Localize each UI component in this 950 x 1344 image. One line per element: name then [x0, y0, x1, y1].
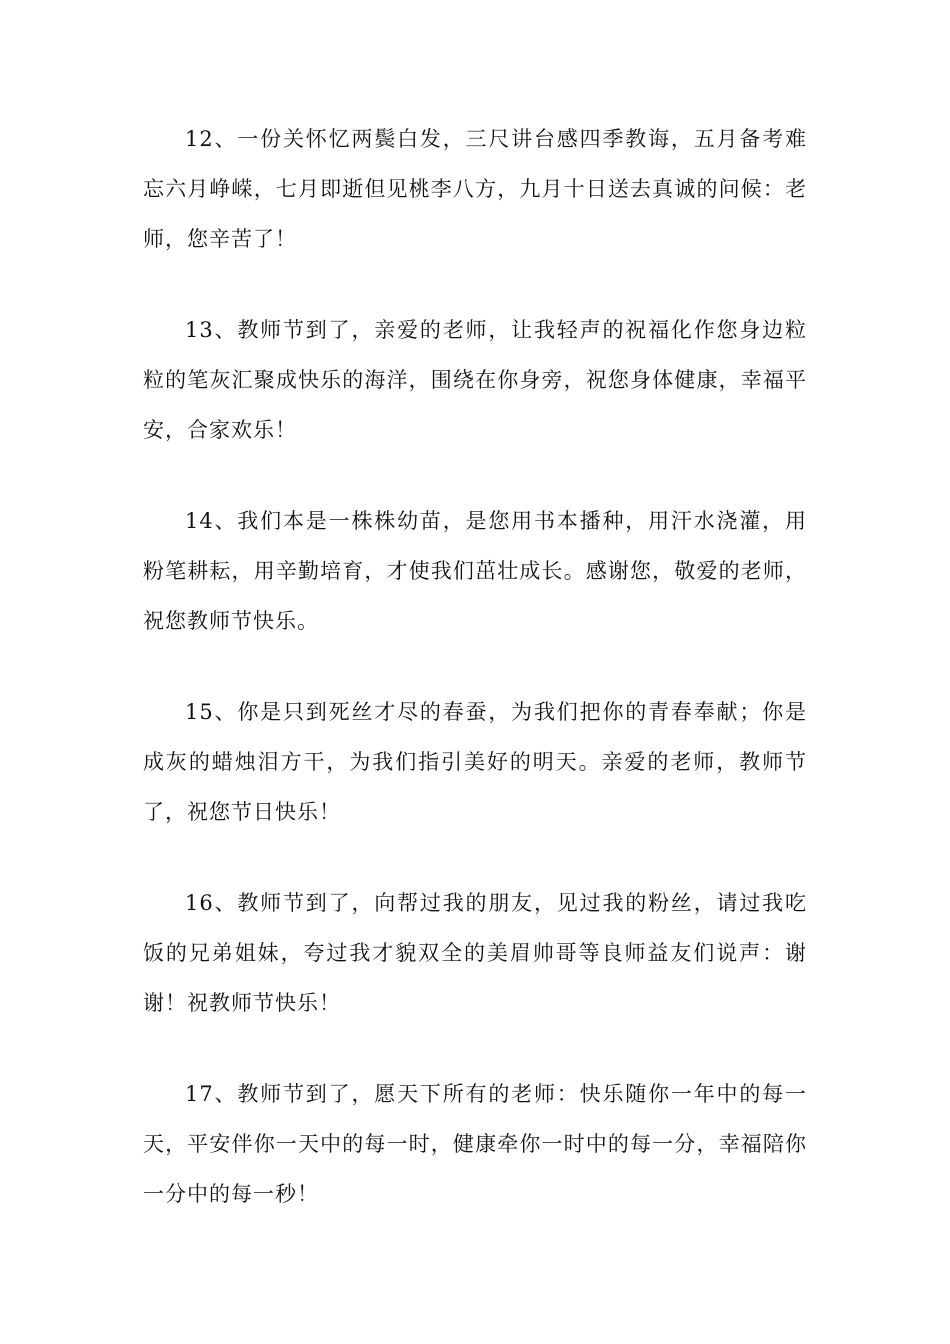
paragraph-16: 16、教师节到了，向帮过我的朋友，见过我的粉丝，请过我吃饭的兄弟姐妹，夸过我才貌双全的美眉帅哥等良师益友们说声：谢谢！祝教师节快乐！ [143, 891, 807, 1015]
paragraph-17: 17、教师节到了，愿天下所有的老师：快乐随你一年中的每一天，平安伴你一天中的每一时，健康牵你一时中的每一分，幸福陪你一分中的每一秒！ [143, 1082, 807, 1206]
paragraph-15: 15、你是只到死丝才尽的春蚕，为我们把你的青春奉献；你是成灰的蜡烛泪方干，为我们指引美好的明天。亲爱的老师，教师节了，祝您节日快乐！ [143, 700, 807, 824]
paragraph-13: 13、教师节到了，亲爱的老师，让我轻声的祝福化作您身边粒粒的笔灰汇聚成快乐的海洋，围绕在你身旁，祝您身体健康，幸福平安，合家欢乐！ [143, 318, 807, 442]
paragraph-12: 12、一份关怀忆两鬓白发，三尺讲台感四季教诲，五月备考难忘六月峥嵘，七月即逝但见桃李八方，九月十日送去真诚的问候：老师，您辛苦了！ [143, 127, 807, 251]
document-body [143, 114, 807, 1260]
paragraph-14: 14、我们本是一株株幼苗，是您用书本播种，用汗水浇灌，用粉笔耕耘，用辛勤培育，才使我们茁壮成长。感谢您，敬爱的老师，祝您教师节快乐。 [143, 509, 807, 633]
